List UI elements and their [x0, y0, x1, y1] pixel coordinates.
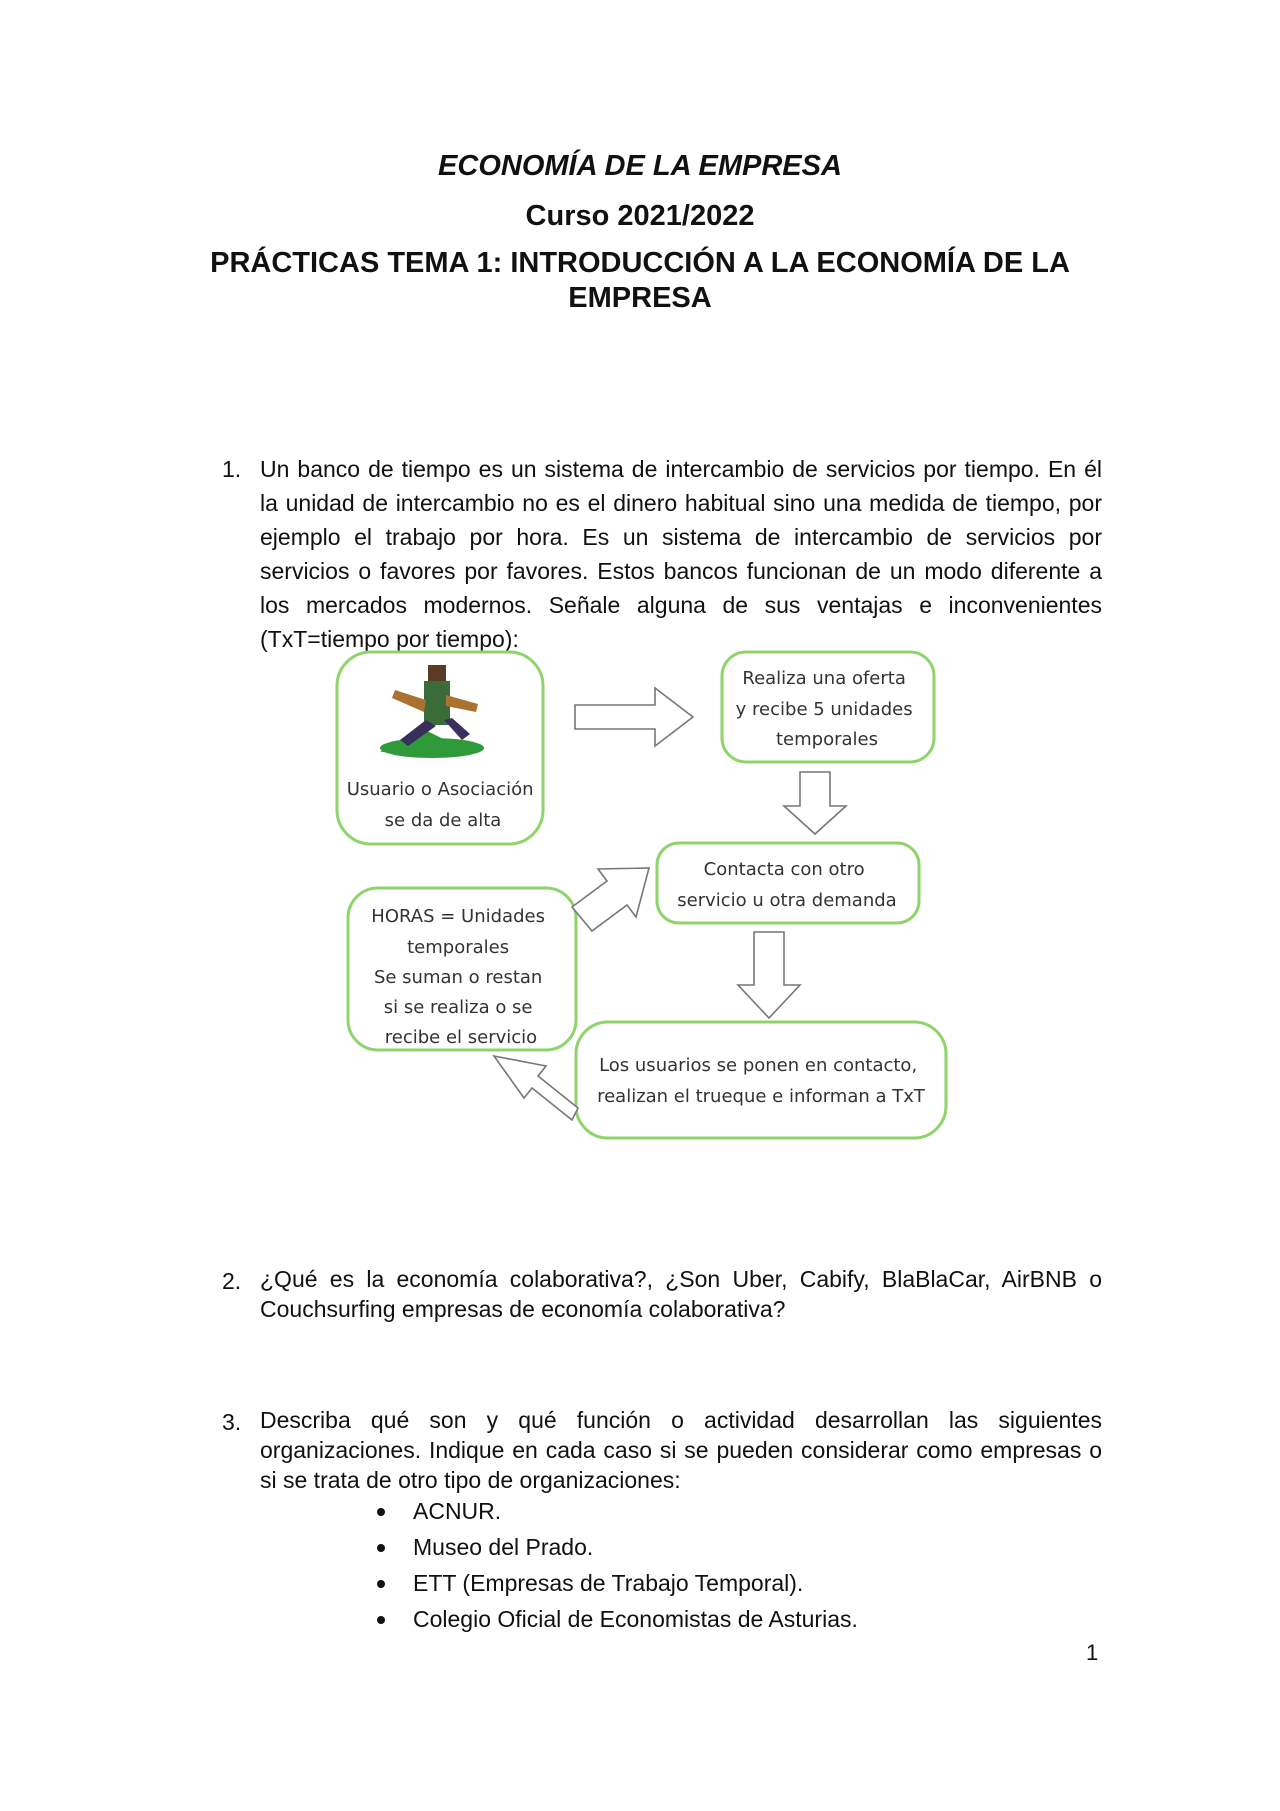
- arrow-down-2: [738, 932, 800, 1018]
- course-year: Curso 2021/2022: [525, 200, 755, 232]
- list-item: Museo del Prado.: [360, 1529, 1060, 1565]
- box-contact: [657, 843, 919, 923]
- document-title: ECONOMÍA DE LA EMPRESA: [438, 150, 842, 182]
- practice-subtitle: PRÁCTICAS TEMA 1: INTRODUCCIÓN A LA ECONOMÍA DE LA EMPRESA: [210, 247, 1070, 314]
- question-text: Un banco de tiempo es un sistema de intercambio de servicios por tiempo. En él la unidad de intercambio no es el dinero habitual sino una medida de tiempo, por ejemplo el trabajo por hora. Es un sistema de intercambio de servicios por servicios o favores por favores. Estos bancos funcionan de un modo diferente a los mercados modernos. Señale alguna de sus ventajas e inconvenientes (TxT=tiempo por tiempo):: [260, 456, 1102, 652]
- box-offer-text: Realiza una oferta y recibe 5 unidades temporales: [735, 668, 913, 750]
- question-number: 2.: [222, 1268, 242, 1294]
- bullet-icon: [377, 1616, 385, 1624]
- question-number: 3.: [222, 1409, 242, 1435]
- box-exchange-text: Los usuarios se ponen en contacto, realizan el trueque e informan a TxT: [597, 1055, 925, 1107]
- arrow-diagonal-down: [494, 1056, 578, 1120]
- list-item: Colegio Oficial de Economistas de Asturias.: [360, 1601, 1060, 1637]
- arrow-right: [575, 688, 693, 746]
- bullet-icon: [377, 1508, 385, 1516]
- box-contact-text: Contacta con otro servicio u otra demanda: [677, 859, 897, 911]
- list-item: ETT (Empresas de Trabajo Temporal).: [360, 1565, 1060, 1601]
- question-text: Describa qué son y qué función o actividad desarrollan las siguientes organizaciones. Indique en cada caso si se pueden considerar como empresas o si se trata de otro tipo de organizaciones:: [260, 1407, 1102, 1493]
- box-user-text: Usuario o Asociación se da de alta: [346, 779, 534, 831]
- page-number: 1: [1086, 1640, 1099, 1665]
- question-number: 1.: [222, 456, 242, 482]
- bullet-icon: [377, 1580, 385, 1588]
- box-exchange: [576, 1022, 946, 1138]
- arrow-diagonal-up: [572, 868, 649, 931]
- arrow-down-1: [784, 772, 846, 834]
- question-text: ¿Qué es la economía colaborativa?, ¿Son Uber, Cabify, BlaBlaCar, AirBNB o Couchsurfing empresas de economía colaborativa?: [260, 1266, 1102, 1322]
- organizations-list: [360, 1493, 1060, 1637]
- box-hours-text: HORAS = Unidades temporales Se suman o restan si se realiza o se recibe el servicio: [371, 906, 545, 1048]
- bullet-icon: [377, 1544, 385, 1552]
- list-item: ACNUR.: [360, 1493, 1060, 1529]
